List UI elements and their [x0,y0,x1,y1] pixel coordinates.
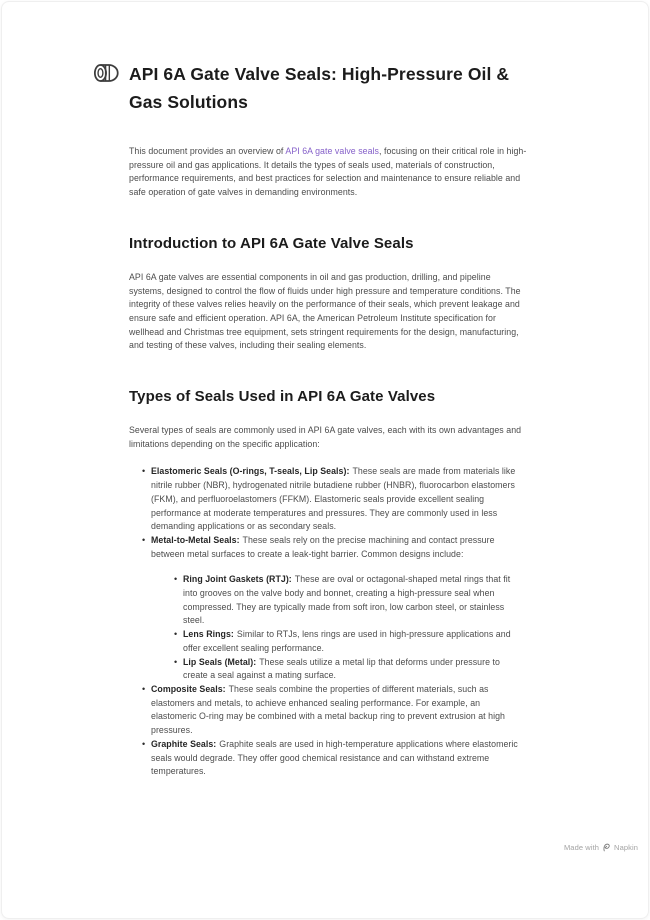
api-6a-gate-valve-seals-link[interactable]: API 6A gate valve seals [285,146,379,156]
bullet-label: Lens Rings: [183,629,234,640]
bullet-label: Lip Seals (Metal): [183,656,257,667]
bullet-lens-rings [183,628,527,655]
section-types-of-seals [129,386,527,779]
page-card [1,1,649,919]
section-introduction [129,233,527,353]
bullet-lip-seals-metal [183,656,527,683]
bullet-composite-seals [151,683,527,738]
metal-seal-designs-list [151,573,527,683]
bullet-graphite-seals [151,738,527,779]
napkin-brand-label: Napkin [614,843,638,852]
made-with-label: Made with [563,843,600,852]
seal-types-list [129,465,527,778]
intro-text-after: , focusing on their critical role in high-pressure oil and gas applications. It details the types of seals used, materials of construction, performance requirements, and best practices for selection and maintenance to ensure reliable and safe operation of gate valves in demanding environments. [129,146,527,198]
section-heading-introduction: Introduction to API 6A Gate Valve Seals [129,234,414,252]
bullet-text: These seals rely on the precise machining and contact pressure between metal surfaces to create a leak-tight barrier. Common designs include: [151,534,495,559]
bullet-ring-joint-gaskets [183,573,527,628]
bullet-metal-to-metal-seals [151,534,527,683]
intro-paragraph [129,145,527,200]
bullet-text: These seals are made from materials like nitrile rubber (NBR), hydrogenated nitrile butadiene rubber (HNBR), fluorocarbon elastomers (FKM), and perfluoroelastomers (FFKM). Elastomeric seals provide excellent sealing performance at moderate temperatures and pressures. They are commonly used in less demanding applications or as secondary seals. [151,466,516,532]
document-title: API 6A Gate Valve Seals: High-Pressure Oil & Gas Solutions [129,64,510,112]
bullet-label: Elastomeric Seals (O-rings, T-seals, Lip Seals): [151,466,350,477]
made-with-napkin-badge [564,843,638,852]
seal-icon [93,61,121,85]
bullet-elastomeric-seals [151,465,527,534]
section-body-introduction: API 6A gate valves are essential components in oil and gas production, drilling, and pipeline systems, designed to control the flow of fluids under high pressure and temperature conditions. The integrity of these valves relies heavily on the performance of their seals, which prevent leakage and ensure safe and efficient operation. API 6A, the American Petroleum Institute specification for wellhead and Christmas tree equipment, sets stringent requirements for the design, manufacturing, and testing of these valves, including their sealing elements. [129,271,521,351]
bullet-label: Metal-to-Metal Seals: [151,534,240,545]
bullet-text: These are oval or octagonal-shaped metal rings that fit into grooves on the valve body and bonnet, creating a high-pressure seal when compressed. They are typically made from soft iron, low carbon steel, or stainless steel. [183,574,511,626]
bullet-label: Ring Joint Gaskets (RTJ): [183,574,292,585]
document-content [129,2,527,779]
bullet-text: Graphite seals are used in high-temperature applications where elastomeric seals would degrade. They offer good chemical resistance and can withstand extreme temperatures. [151,738,518,777]
bullet-text: These seals utilize a metal lip that deforms under pressure to create a seal against a mating surface. [183,656,500,681]
bullet-text: These seals combine the properties of different materials, such as elastomers and metals, to achieve enhanced sealing performance. For example, an elastomeric O-ring may be combined with a metal backup ring to prevent extrusion at high pressures. [151,683,506,736]
bullet-label: Composite Seals: [151,683,226,694]
intro-text-before: This document provides an overview of [129,146,286,156]
bullet-label: Graphite Seals: [151,738,217,749]
section-body-types-of-seals: Several types of seals are commonly used in API 6A gate valves, each with its own advantages and limitations depending on the specific application: [129,425,522,449]
napkin-logo-icon [602,843,611,852]
section-heading-types-of-seals: Types of Seals Used in API 6A Gate Valves [129,388,436,406]
bullet-text: Similar to RTJs, lens rings are used in high-pressure applications and offer excellent sealing performance. [183,629,511,653]
